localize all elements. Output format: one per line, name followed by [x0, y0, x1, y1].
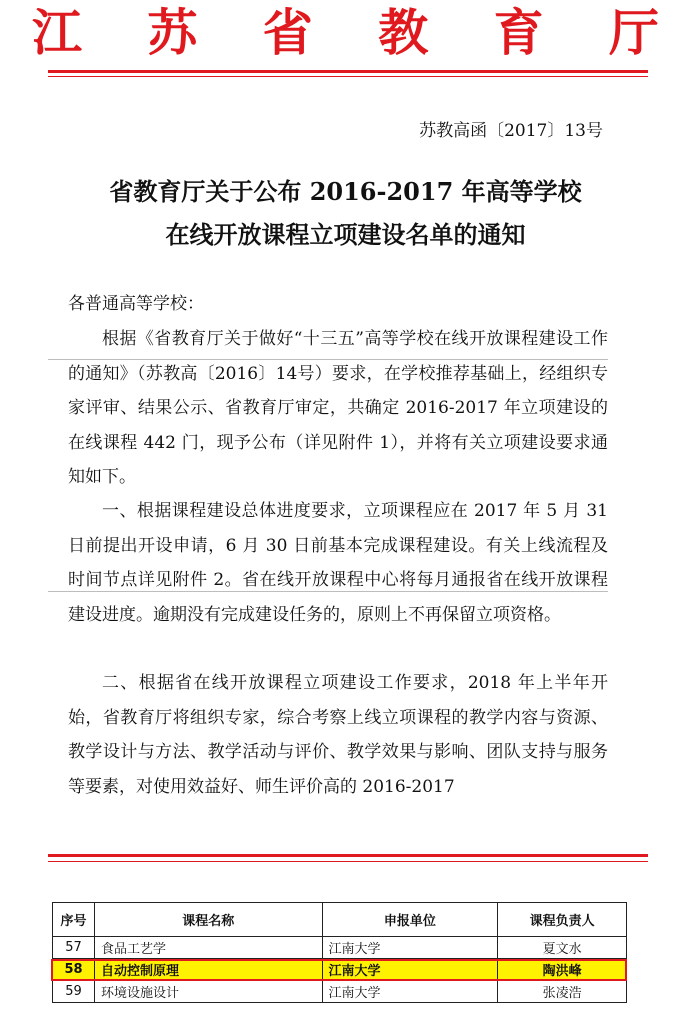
cell-course: 食品工艺学 [94, 937, 322, 959]
letterhead-title: 江 苏 省 教 育 厅 [31, 3, 684, 62]
document-number: 苏教高函〔2017〕13号 [419, 121, 603, 141]
letterhead-rule-thick [48, 70, 648, 73]
cell-leader: 夏文水 [498, 937, 627, 959]
cell-no: 58 [53, 959, 95, 981]
paragraph-2: 一、根据课程建设总体进度要求，立项课程应在 2017 年 5 月 31 日前提出开设申请，6 月 30 日前基本完成课程建设。有关上线流程及时间节点详见附件 2。省在线开放课程中心将每月通报省在线开放课程建设进度。逾期没有完成建设任务的，原则上不再保留立项资格。 [68, 501, 608, 625]
course-table [52, 902, 627, 1003]
paragraph-3: 二、根据省在线开放课程立项建设工作要求，2018 年上半年开始，省教育厅将组织专家，综合考察上线立项课程的教学内容与资源、教学设计与方法、教学活动与评价、教学效果与影响、团队支持与服务等要素，对使用效益好、师生评价高的 2016-2017 [68, 673, 608, 797]
cell-unit: 江南大学 [322, 959, 498, 981]
cell-unit: 江南大学 [322, 981, 498, 1003]
page-fold-line [48, 591, 608, 592]
table-row [53, 981, 627, 1003]
header-course: 课程名称 [94, 903, 322, 937]
header-unit: 申报单位 [322, 903, 498, 937]
notice-title-line1: 省教育厅关于公布 2016-2017 年高等学校 [109, 177, 582, 206]
header-leader: 课程负责人 [498, 903, 627, 937]
letterhead-rule-thin [48, 76, 648, 77]
header-no: 序号 [53, 903, 95, 937]
cell-course: 环境设施设计 [94, 981, 322, 1003]
cell-course: 自动控制原理 [94, 959, 322, 981]
cell-no: 59 [53, 981, 95, 1003]
cell-leader: 张凌浩 [498, 981, 627, 1003]
table-header-row [53, 903, 627, 937]
notice-title-line2: 在线开放课程立项建设名单的通知 [165, 220, 526, 249]
footer-rule-thick [48, 854, 648, 857]
paragraph-1: 根据《省教育厅关于做好“十三五”高等学校在线开放课程建设工作的通知》（苏教高〔2016〕14号）要求，在学校推荐基础上，经组织专家评审、结果公示、省教育厅审定，共确定 2016-2017 年立项建设的在线课程 442 门，现予公布（详见附件 1），并将有关立项建设要求通知如下。 [68, 329, 608, 487]
cell-unit: 江南大学 [322, 937, 498, 959]
cell-no: 57 [53, 937, 95, 959]
footer-rule-thin [48, 861, 648, 862]
table-row [53, 937, 627, 959]
page-fold-line [48, 359, 608, 360]
salutation: 各普通高等学校： [68, 294, 204, 314]
cell-leader: 陶洪峰 [498, 959, 627, 981]
table-row-highlighted [53, 959, 627, 981]
